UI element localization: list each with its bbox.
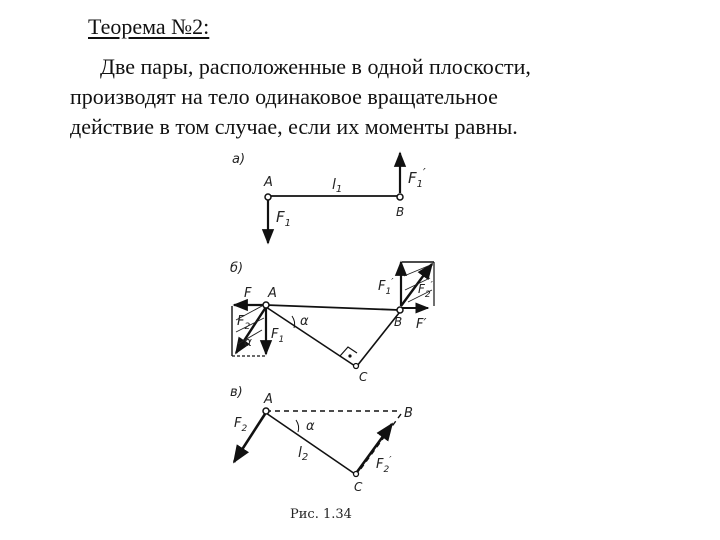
panel-b-label-b: B: [394, 315, 403, 329]
theorem-line-3: действие в том случае, если их моменты равны.: [70, 114, 518, 139]
panel-b-line-ab: [266, 305, 399, 310]
panel-c-label-l2: $l_2$: [298, 445, 309, 463]
panel-a-tag: а): [232, 152, 246, 167]
panel-b: [230, 261, 434, 384]
panel-b-label-f2p: $F_2'$: [418, 280, 433, 300]
panel-a-point-b: [397, 194, 403, 200]
panel-a-label-l1: $l_1$: [332, 177, 343, 195]
panel-c-label-f2p: $F_2'$: [376, 455, 392, 475]
panel-c: [230, 385, 413, 494]
panel-c-label-alpha: α: [306, 419, 315, 434]
panel-b-point-a: [263, 302, 269, 308]
panel-b-right-angle-mark: [340, 347, 357, 356]
panel-a-label-a: A: [264, 175, 273, 190]
panel-b-line-bc: [357, 313, 399, 366]
panel-b-label-f2: $F_2$: [237, 314, 251, 332]
panel-c-tag: в): [230, 385, 243, 400]
panel-b-label-a: A: [268, 286, 277, 301]
panel-b-point-c: [354, 364, 359, 369]
panel-a-label-f1: $F_1$: [276, 208, 292, 229]
panel-a: [232, 152, 426, 243]
panel-b-label-f1: $F_1$: [271, 327, 285, 345]
panel-a-point-a: [265, 194, 271, 200]
panel-b-tag: б): [230, 261, 244, 276]
panel-c-label-f2: $F_2$: [234, 416, 248, 434]
slide-title: Теорема №2:: [88, 14, 210, 39]
figure-caption: Рис. 1.34: [290, 507, 352, 522]
panel-c-label-c: C: [354, 480, 363, 494]
theorem-line-1: Две пары, расположенные в одной плоскости,: [100, 54, 531, 79]
panel-b-label-fp: F′: [416, 317, 427, 332]
panel-b-right-angle-dot: [348, 354, 351, 357]
panel-c-point-c: [354, 472, 359, 477]
panel-b-label-f1p: $F_1'$: [378, 277, 394, 297]
panel-c-point-a: [263, 408, 269, 414]
panel-b-label-c: C: [359, 370, 368, 384]
panel-b-label-alpha-2: α: [244, 335, 252, 349]
panel-b-angle-arc: [292, 316, 295, 328]
panel-b-label-alpha: α: [300, 314, 309, 329]
panel-b-label-f: F: [244, 286, 252, 301]
panel-b-point-b: [397, 307, 403, 313]
panel-a-label-f1p: $F_1'$: [408, 166, 426, 190]
panel-a-label-b: B: [396, 205, 405, 219]
panel-c-label-a: A: [264, 392, 273, 407]
panel-c-angle-arc: [296, 420, 299, 432]
theorem-line-2: производят на тело одинаковое вращательное: [70, 84, 498, 109]
panel-c-label-b: B: [404, 406, 413, 421]
